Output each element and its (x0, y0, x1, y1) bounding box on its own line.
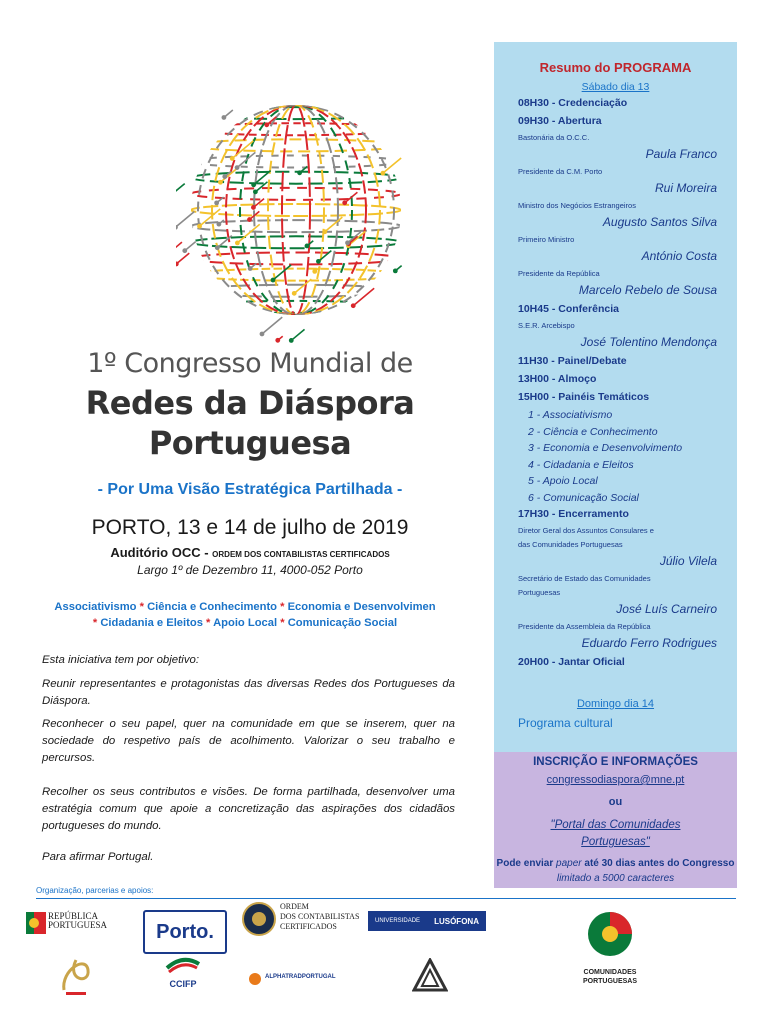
theme-item: Apoio Local (213, 617, 278, 629)
theme-item: Associativismo (54, 601, 137, 613)
univ-text: UNIVERSIDADE (375, 918, 421, 924)
registration-note (494, 856, 737, 886)
program-line-speaker: Eduardo Ferro Rodrigues (581, 636, 717, 650)
registration-email-link[interactable]: congressodiaspora@mne.pt (546, 774, 685, 786)
program-line-role: Presidente da C.M. Porto (518, 167, 603, 176)
divider (36, 898, 736, 899)
program-line-time: 17H30 - Encerramento (518, 508, 629, 520)
note-paper: paper (556, 858, 582, 869)
ccifp-text: CCIFP (169, 979, 197, 989)
program-line-speaker: José Tolentino Mendonça (580, 335, 717, 349)
registration-title: INSCRIÇÃO E INFORMAÇÕES (533, 756, 698, 768)
themes-line-2 (30, 615, 460, 631)
body-paragraph: Esta iniciativa tem por objetivo: (42, 654, 200, 666)
republica-text: REPÚBLICA PORTUGUESA (48, 911, 107, 930)
occ-logo (242, 900, 362, 944)
comunidades-line: COMUNIDADES (583, 969, 637, 976)
alphatrad-circle-icon (248, 972, 262, 986)
occ-line: DOS CONTABILISTAS (280, 912, 360, 921)
lusofona-text: LUSÓFONA (434, 916, 479, 926)
comunidades-portuguesas-logo (580, 910, 640, 990)
venue-name: Auditório OCC - (110, 545, 213, 560)
program-line-speaker: António Costa (641, 249, 717, 263)
note-limit: limitado a 5000 caracteres (556, 873, 675, 884)
body-paragraph: Recolher os seus contributos e visões. De forma partilhada, desenvolver uma estratégia comum que apoie a concretização das aspirações dos cidadãos portugueses do mundo. (42, 786, 455, 832)
program-line-role: Secretário de Estado das Comunidades (518, 574, 651, 583)
note-text: Pode enviar (496, 858, 554, 869)
program-line-panel: 1 - Associativismo (528, 409, 613, 421)
program-line-role: das Comunidades Portuguesas (518, 540, 623, 549)
theme-separator: * (202, 617, 214, 629)
theme-item: Ciência e Conhecimento (147, 601, 278, 613)
program-sunday: Domingo dia 14 (576, 698, 655, 710)
program-title: Resumo do PROGRAMA (539, 60, 692, 75)
program-line-role: Presidente da Assembleia da República (518, 622, 651, 631)
title-line-2: Redes da Diáspora (85, 384, 415, 422)
program-line-speaker: José Luís Carneiro (616, 602, 717, 616)
theme-separator: * (92, 617, 101, 629)
program-line-role: S.E.R. Arcebispo (518, 321, 575, 330)
program-sunday-item: Programa cultural (518, 716, 613, 730)
occ-text (280, 902, 359, 932)
program-line-role: Presidente da República (518, 269, 600, 278)
theme-item: Economia e Desenvolvimen (287, 601, 436, 613)
footer-label: Organização, parcerias e apoios: (36, 886, 154, 895)
portal-link[interactable]: "Portal das Comunidades Portuguesas" (550, 819, 681, 848)
program-line-time: 20H00 - Jantar Oficial (518, 656, 625, 668)
program-line-speaker: Rui Moreira (654, 181, 717, 195)
program-saturday: Sábado dia 13 (581, 81, 650, 93)
subtitle: - Por Uma Visão Estratégica Partilhada - (97, 481, 403, 498)
program-line-time: 13H00 - Almoço (518, 373, 597, 385)
occ-line: ORDEM (280, 902, 309, 911)
globe-network-logo (176, 80, 416, 350)
program-line-time: 15H00 - Painéis Temáticos (518, 391, 650, 403)
triangle-logo-icon (412, 958, 448, 992)
body-paragraph: Reunir representantes e protagonistas das diversas Redes dos Portugueses da Diáspora. (42, 678, 455, 707)
program-line-panel: 5 - Apoio Local (528, 475, 598, 487)
program-line-role: Bastonária da O.C.C. (518, 133, 590, 142)
occ-line: CERTIFICADOS (280, 922, 337, 931)
venue-detail: ORDEM DOS CONTABILISTAS CERTIFICADOS (212, 550, 390, 559)
program-line-time: 09H30 - Abertura (518, 115, 602, 127)
theme-separator: * (136, 601, 148, 613)
note-text: até 30 dias antes do Congresso (584, 858, 735, 869)
republica-portuguesa-logo (26, 910, 126, 954)
program-line-time: 10H45 - Conferência (518, 303, 619, 315)
universidade-lusofona-logo (368, 911, 486, 931)
title-line-3: Portuguesa (148, 424, 352, 462)
program-line-time: 08H30 - Credenciação (518, 97, 628, 109)
program-line-speaker: Augusto Santos Silva (602, 215, 717, 229)
program-line-speaker: Júlio Vilela (659, 554, 717, 568)
program-line-panel: 3 - Economia e Desenvolvimento (528, 442, 683, 454)
republica-emblem-icon (26, 912, 46, 934)
venue (40, 545, 460, 560)
comunidades-text (580, 968, 640, 986)
comunidades-emblem-icon (586, 910, 634, 958)
body-paragraph: Para afirmar Portugal. (42, 851, 154, 863)
program-line-time: 11H30 - Painel/Debate (518, 355, 627, 367)
theme-item: Comunicação Social (287, 617, 398, 629)
program-line-role: Primeiro Ministro (518, 235, 575, 244)
program-line-panel: 4 - Cidadania e Eleitos (528, 458, 634, 471)
theme-item: Cidadania e Eleitos (100, 617, 203, 629)
themes (30, 599, 460, 631)
program-line-speaker: Marcelo Rebelo de Sousa (578, 283, 717, 297)
porto-logo: Porto. (143, 910, 227, 954)
event-place-date: PORTO, 13 e 14 de julho de 2019 (91, 516, 409, 539)
registration-or: ou (608, 796, 623, 808)
program-line-speaker: Paula Franco (645, 147, 717, 161)
body-paragraph: Reconhecer o seu papel, quer na comunidade em que se inserem, quer na sociedade do respetivo país de acolhimento. Valorizar o seu trabalho e percursos. (42, 718, 455, 764)
ccifp-logo (158, 954, 208, 1004)
themes-line-1 (30, 599, 460, 615)
alphatrad-logo (248, 970, 348, 990)
program-line-role: Ministro dos Negócios Estrangeiros (518, 201, 636, 210)
dgacc-logo-icon (56, 950, 96, 1000)
program-line-panel: 6 - Comunicação Social (528, 491, 639, 504)
ccifp-swoosh-icon (165, 954, 201, 974)
title-line-1: 1º Congresso Mundial de (87, 348, 413, 379)
address: Largo 1º de Dezembro 11, 4000-052 Porto (137, 563, 363, 577)
theme-separator: * (277, 601, 288, 613)
comunidades-line: PORTUGUESAS (582, 978, 638, 985)
program-line-role: Diretor Geral dos Assuntos Consulares e (518, 526, 654, 535)
program-line-panel: 2 - Ciência e Conhecimento (528, 425, 658, 438)
program-line-role: Portuguesas (518, 588, 561, 597)
theme-separator: * (277, 617, 288, 629)
alphatrad-text: ALPHATRADPORTUGAL (265, 974, 336, 980)
occ-seal-icon (242, 902, 276, 936)
